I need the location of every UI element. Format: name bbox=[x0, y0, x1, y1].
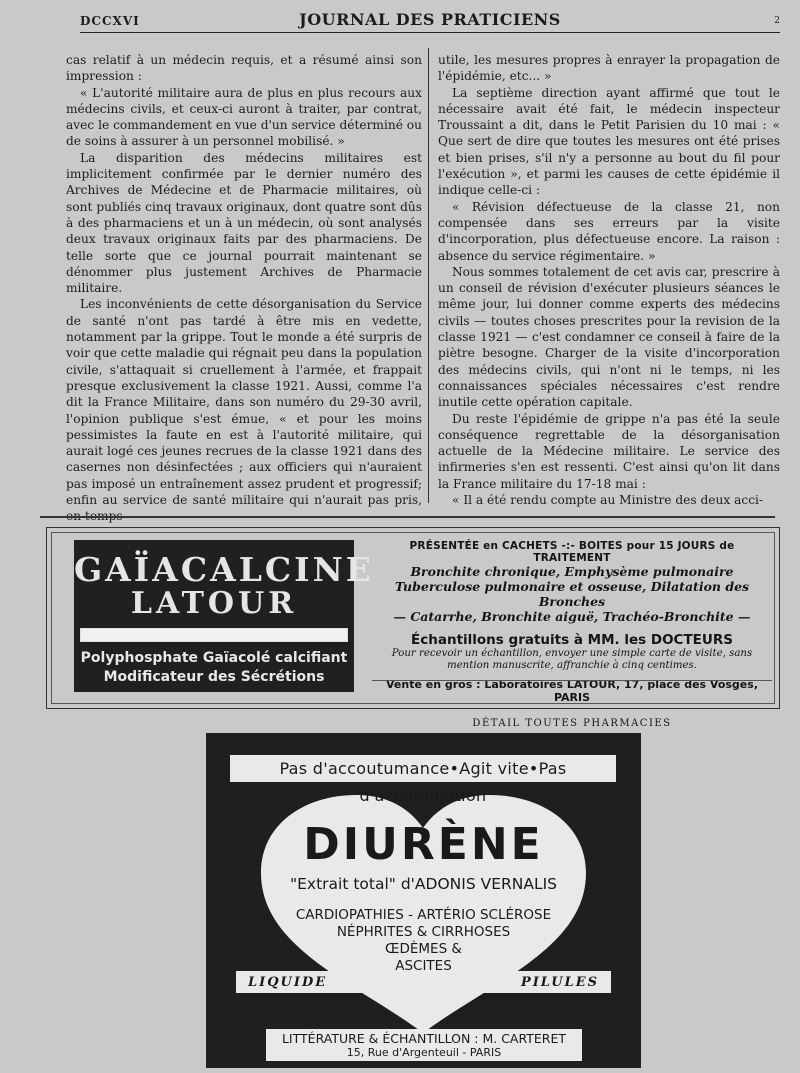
column-divider bbox=[428, 48, 429, 503]
sample-note-1: Pour recevoir un échantillon, envoyer une simple carte de visite, sans bbox=[391, 648, 753, 659]
presentation-line: PRÉSENTÉE en CACHETS -:- BOITES pour 15 JOURS de TRAITEMENT bbox=[409, 540, 735, 564]
diurene-indication-1: CARDIOPATHIES - ARTÉRIO SCLÉROSE bbox=[295, 907, 552, 923]
paragraph: La septième direction ayant affirmé que tout le nécessaire avait été fait, le médecin inspecteur Troussaint a dit, dans le Petit Parisien du 10 mai : « Que sert de dire que toutes les mesures ont été prises et bien prises, s'il n'y a personne au bout du fil pour l'exécution », et parmi les causes de cette épidémie il indique celle-ci : bbox=[438, 85, 780, 198]
retail-line: DÉTAIL TOUTES PHARMACIES bbox=[472, 718, 672, 729]
paragraph: Les inconvénients de cette désorganisation du Service de santé n'ont pas tardé à être mis en vedette, notamment par la grippe. Tout le monde a été surpris de voir que cette maladie qui régnait peu dans la population civile, s'attaquait si cruellement à l'armée, et frappait presque exclusivement la classe 1921. Aussi, comme l'a dit la France Militaire, dans son numéro du 29-30 avril, l'opinion publique s'est émue, « et pour les moins pessimistes la faute en est à l'autorité militaire, qui aurait logé ces jeunes recrues de la classe 1921 dans des casernes non désinfectées ; aux officiers qui n'auraient pas imposé un entraînement assez prudent et progressif; enfin au service de santé militaire qui n'aurait pas pris, en temps bbox=[66, 297, 422, 524]
folio-number: DCCXVI bbox=[80, 14, 140, 28]
paragraph: Du reste l'épidémie de grippe n'a pas été la seule conséquence regrettable de la désorganisation actuelle de la Médecine militaire. Le service des infirmeries s'en est ressenti. C'est ainsi qu'on lit dans la France militaire du 17-18 mai : bbox=[438, 411, 780, 491]
decorative-bar bbox=[80, 628, 348, 642]
samples-offer: Échantillons gratuits à MM. les DOCTEURS bbox=[411, 632, 733, 648]
paragraph: « Il a été rendu compte au Ministre des deux acci- bbox=[452, 493, 764, 508]
gaiacalcine-tagline-2: Modificateur des Sécrétions bbox=[103, 669, 325, 685]
gaiacalcine-ad-text bbox=[372, 540, 772, 729]
journal-title: JOURNAL DES PRATICIENS bbox=[299, 10, 561, 29]
page-header bbox=[80, 10, 780, 32]
paragraph: « L'autorité militaire aura de plus en plus recours aux médecins civils, et ceux-ci auront à traiter, par contrat, avec le commandement en vue d'un service déterminé ou de soins à assurer à un personnel mobilisé. » bbox=[66, 85, 422, 149]
diurene-indication-3: ŒDÈMES & bbox=[385, 941, 462, 957]
gaiacalcine-brand: GAÏACALCINE bbox=[74, 550, 374, 589]
diurene-indication-4: ASCITES bbox=[395, 958, 452, 974]
paragraph: utile, les mesures propres à enrayer la propagation de l'épidémie, etc... » bbox=[438, 53, 780, 84]
diurene-footer bbox=[266, 1029, 582, 1061]
article-right-column bbox=[438, 52, 780, 508]
paragraph: La disparition des médecins militaires est implicitement confirmée par le dernier numéro des Archives de Médecine et de Pharmacie militaires, où sont publiés cinq travaux originaux, dont quatre sont dûs à des pharmaciens et un à un médecin, où sont analysés deux travaux originaux faits par des pharmaciens. De telle sorte que ce journal pourrait maintenant se dénommer plus justement Archives de Pharmacie militaire. bbox=[66, 150, 422, 296]
wholesale-address: Vente en gros : Laboratoires LATOUR, 17, place des Vosges, PARIS bbox=[385, 678, 758, 704]
diurene-contact: LITTÉRATURE & ÉCHANTILLON : M. CARTERET bbox=[281, 1031, 567, 1046]
article-left-column bbox=[66, 52, 422, 525]
latour-brand: LATOUR bbox=[130, 586, 298, 621]
header-rule bbox=[80, 32, 780, 33]
form-liquid: LIQUIDE bbox=[248, 975, 328, 990]
indication-3: — Catarrhe, Bronchite aiguë, Trachéo-Bronchite — bbox=[393, 609, 751, 624]
paragraph: « Révision défectueuse de la classe 21, non compensée dans ses erreurs par la visite d'incorporation, plus défectueuse encore. La raison : absence du service régimentaire. » bbox=[438, 199, 780, 263]
retail-rule bbox=[372, 680, 772, 681]
gaiacalcine-tagline-1: Polyphosphate Gaïacolé calcifiant bbox=[80, 650, 348, 666]
diurene-subtitle: "Extrait total" d'ADONIS VERNALIS bbox=[289, 875, 558, 893]
ad-separator-rule bbox=[40, 516, 775, 518]
form-pills: PILULES bbox=[520, 975, 599, 990]
diurene-indication-2: NÉPHRITES & CIRRHOSES bbox=[336, 924, 511, 940]
diurene-address: 15, Rue d'Argenteuil - PARIS bbox=[346, 1046, 502, 1059]
paragraph: Nous sommes totalement de cet avis car, prescrire à un conseil de révision d'exécuter plusieurs séances le même jour, lui donner comme experts des médecins civils — toutes choses prescrites pour la revision de la classe 1921 — c'est condamner ce conseil à faire de la piètre besogne. Charger de la visite d'incorporation des médecins civils, qui n'ont ni le temps, ni les connaissances spéciales nécessaires c'est rendre inutile cette opération capitale. bbox=[438, 264, 780, 410]
diurene-brand: DIURÈNE bbox=[303, 819, 544, 870]
diurene-banner: Pas d'accoutumance•Agit vite•Pas d'accumulation bbox=[230, 755, 616, 782]
diurene-ad bbox=[206, 733, 641, 1068]
sample-note-2: mention manuscrite, affranchie à cinq centimes. bbox=[446, 660, 698, 671]
indication-1: Bronchite chronique, Emphysème pulmonaire bbox=[410, 564, 734, 579]
indication-2: Tuberculose pulmonaire et osseuse, Dilatation des Bronches bbox=[394, 579, 750, 609]
paragraph: cas relatif à un médecin requis, et a résumé ainsi son impression : bbox=[66, 53, 422, 84]
page-mark: 2 bbox=[774, 16, 780, 26]
gaiacalcine-logo-block bbox=[74, 540, 374, 692]
